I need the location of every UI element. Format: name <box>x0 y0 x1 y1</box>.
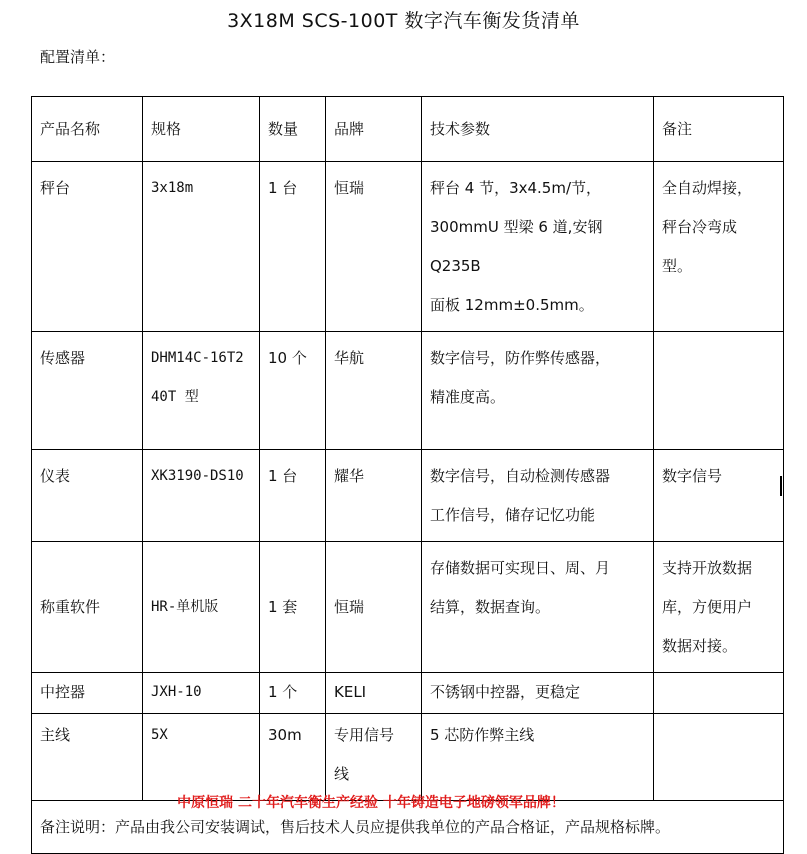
cell-name: 主线 <box>32 714 143 801</box>
spec-line: 40T 型 <box>151 389 199 405</box>
header-note: 备注 <box>654 97 784 162</box>
cell-brand: 耀华 <box>326 450 422 542</box>
config-list-label: 配置清单： <box>40 48 116 66</box>
note-line: 全自动焊接， <box>662 179 753 197</box>
cell-spec: JXH-10 <box>143 673 260 714</box>
header-tech-params: 技术参数 <box>422 97 654 162</box>
cell-brand <box>326 714 422 801</box>
tech-line: 面板 12mm±0.5mm。 <box>430 296 594 314</box>
company-slogan: 中原恒瑞 二十年汽车衡生产经验 十年铸造电子地磅领军品牌！ <box>177 795 565 811</box>
cell-note: 数字信号 <box>654 450 784 542</box>
cell-spec: HR-单机版 <box>143 542 260 673</box>
tech-line: 精准度高。 <box>430 388 506 406</box>
tech-line: 300mmU 型梁 6 道,安钢Q235B <box>430 218 603 275</box>
cell-spec: 3x18m <box>143 162 260 332</box>
shipping-list-table <box>31 96 784 854</box>
tech-line: 存储数据可实现日、周、月 <box>430 559 611 577</box>
note-line: 库，方便用户 <box>662 598 753 616</box>
tech-line: 结算，数据查询。 <box>430 598 551 616</box>
cell-note <box>654 162 784 332</box>
brand-line: 专用信号 <box>334 726 395 744</box>
tech-line: 秤台 4 节，3x4.5m/节， <box>430 179 602 197</box>
cell-brand: 华航 <box>326 332 422 450</box>
cell-note <box>654 332 784 450</box>
cell-name: 秤台 <box>32 162 143 332</box>
header-spec: 规格 <box>143 97 260 162</box>
cell-tech <box>422 542 654 673</box>
cell-qty: 1 个 <box>260 673 326 714</box>
cell-name: 中控器 <box>32 673 143 714</box>
cell-note <box>654 673 784 714</box>
table-row <box>32 542 784 673</box>
note-line: 秤台冷弯成 <box>662 218 738 236</box>
cell-note <box>654 714 784 801</box>
cell-qty: 30m <box>260 714 326 801</box>
cell-qty: 1 台 <box>260 162 326 332</box>
cell-name: 仪表 <box>32 450 143 542</box>
table-row <box>32 332 784 450</box>
cell-spec <box>143 332 260 450</box>
header-brand: 品牌 <box>326 97 422 162</box>
spec-line: DHM14C-16T2 <box>151 350 244 366</box>
document-title: 3X18M SCS-100T 数字汽车衡发货清单 <box>227 10 580 32</box>
cell-qty: 1 套 <box>260 542 326 673</box>
cell-tech: 不锈钢中控器，更稳定 <box>422 673 654 714</box>
table-row <box>32 450 784 542</box>
cell-spec: XK3190-DS10 <box>143 450 260 542</box>
remark-text: 备注说明：产品由我公司安装调试，售后技术人员应提供我单位的产品合格证，产品规格标牌。 <box>32 801 784 854</box>
tech-line: 数字信号，自动检测传感器 <box>430 467 611 485</box>
tech-line: 数字信号，防作弊传感器， <box>430 349 611 367</box>
table-header-row <box>32 97 784 162</box>
cell-brand: 恒瑞 <box>326 162 422 332</box>
note-line: 数据对接。 <box>662 637 738 655</box>
header-quantity: 数量 <box>260 97 326 162</box>
cell-spec: 5X <box>143 714 260 801</box>
cell-tech <box>422 450 654 542</box>
cell-qty: 10 个 <box>260 332 326 450</box>
note-line: 型。 <box>662 257 693 275</box>
cell-tech <box>422 332 654 450</box>
table-row <box>32 714 784 801</box>
table-row <box>32 162 784 332</box>
table-row <box>32 673 784 714</box>
cell-note <box>654 542 784 673</box>
cell-tech: 5 芯防作弊主线 <box>422 714 654 801</box>
cell-tech <box>422 162 654 332</box>
cell-name: 称重软件 <box>32 542 143 673</box>
brand-line: 线 <box>334 765 350 783</box>
header-product-name: 产品名称 <box>32 97 143 162</box>
cell-name: 传感器 <box>32 332 143 450</box>
note-line: 支持开放数据 <box>662 559 753 577</box>
cell-brand: KELI <box>326 673 422 714</box>
cell-qty: 1 台 <box>260 450 326 542</box>
text-cursor <box>780 476 782 496</box>
cell-brand: 恒瑞 <box>326 542 422 673</box>
tech-line: 工作信号，储存记忆功能 <box>430 506 596 524</box>
